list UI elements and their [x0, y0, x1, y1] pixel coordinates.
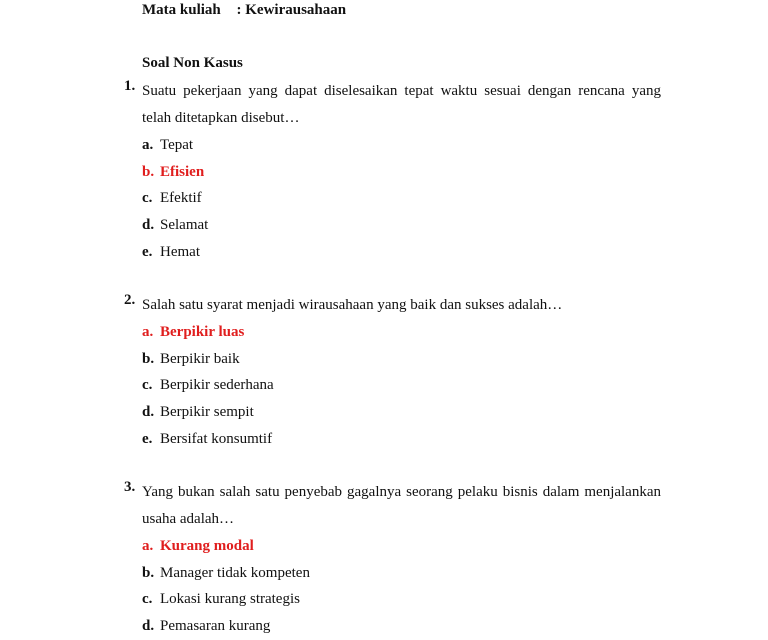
answer-options [142, 319, 661, 452]
option-b [142, 560, 661, 587]
question-3 [124, 479, 661, 640]
option-a [142, 132, 661, 159]
option-text: Efisien [160, 163, 205, 180]
option-text: Berpikir luas [160, 324, 245, 340]
question-2 [124, 292, 661, 452]
option-letter: c. [142, 190, 153, 207]
question-text [142, 292, 661, 319]
question-line: Yang bukan salah satu penyebab gagalnya seorang pelaku bisnis dalam menjalankan [142, 484, 661, 500]
option-letter: b. [142, 564, 155, 581]
answer-options [142, 132, 661, 265]
option-letter: b. [142, 350, 155, 367]
question-number: 1. [124, 78, 136, 94]
option-e [142, 426, 661, 453]
question-text [142, 78, 661, 132]
option-letter: e. [142, 243, 153, 260]
option-text: Berpikir sempit [160, 404, 254, 421]
section-title: Soal Non Kasus [142, 55, 243, 71]
option-text: Tepat [160, 137, 194, 153]
option-d [142, 399, 661, 426]
option-text: Hemat [160, 243, 200, 260]
question-line: usaha adalah… [142, 511, 235, 527]
option-text: Bersifat konsumtif [160, 430, 273, 447]
option-letter: a. [142, 137, 154, 153]
option-letter: d. [142, 404, 155, 421]
option-c [142, 185, 661, 212]
option-b-correct [142, 159, 661, 186]
course-header [142, 2, 346, 19]
option-c [142, 372, 661, 399]
question-number: 2. [124, 292, 136, 308]
course-separator: : [236, 2, 242, 18]
option-text: Kurang modal [160, 538, 254, 554]
question-1 [124, 78, 661, 265]
course-label: Mata kuliah [142, 2, 221, 18]
option-letter: c. [142, 377, 153, 394]
question-line: Salah satu syarat menjadi wirausahaan yang baik dan sukses adalah… [142, 297, 563, 313]
option-letter: a. [142, 324, 154, 340]
option-d [142, 212, 661, 239]
option-text: Pemasaran kurang [160, 618, 271, 635]
option-letter: a. [142, 538, 154, 554]
course-name: Kewirausahaan [245, 2, 347, 18]
option-a-correct [142, 319, 661, 346]
answer-options [142, 533, 661, 640]
option-text: Berpikir baik [160, 350, 240, 367]
question-number: 3. [124, 479, 136, 495]
option-text: Berpikir sederhana [160, 377, 274, 394]
option-text: Manager tidak kompeten [160, 564, 310, 581]
question-line: telah ditetapkan disebut… [142, 110, 300, 126]
option-letter: d. [142, 217, 155, 234]
option-letter: b. [142, 163, 155, 180]
option-text: Lokasi kurang strategis [160, 591, 300, 608]
question-line: Suatu pekerjaan yang dapat diselesaikan tepat waktu sesuai dengan rencana yang [142, 83, 661, 99]
option-letter: d. [142, 618, 155, 635]
option-b [142, 346, 661, 373]
option-letter: e. [142, 430, 153, 447]
question-text [142, 479, 661, 533]
option-letter: c. [142, 591, 153, 608]
option-d [142, 613, 661, 640]
option-c [142, 586, 661, 613]
option-e [142, 239, 661, 266]
option-text: Selamat [160, 217, 209, 234]
option-text: Efektif [160, 190, 202, 207]
option-a-correct [142, 533, 661, 560]
